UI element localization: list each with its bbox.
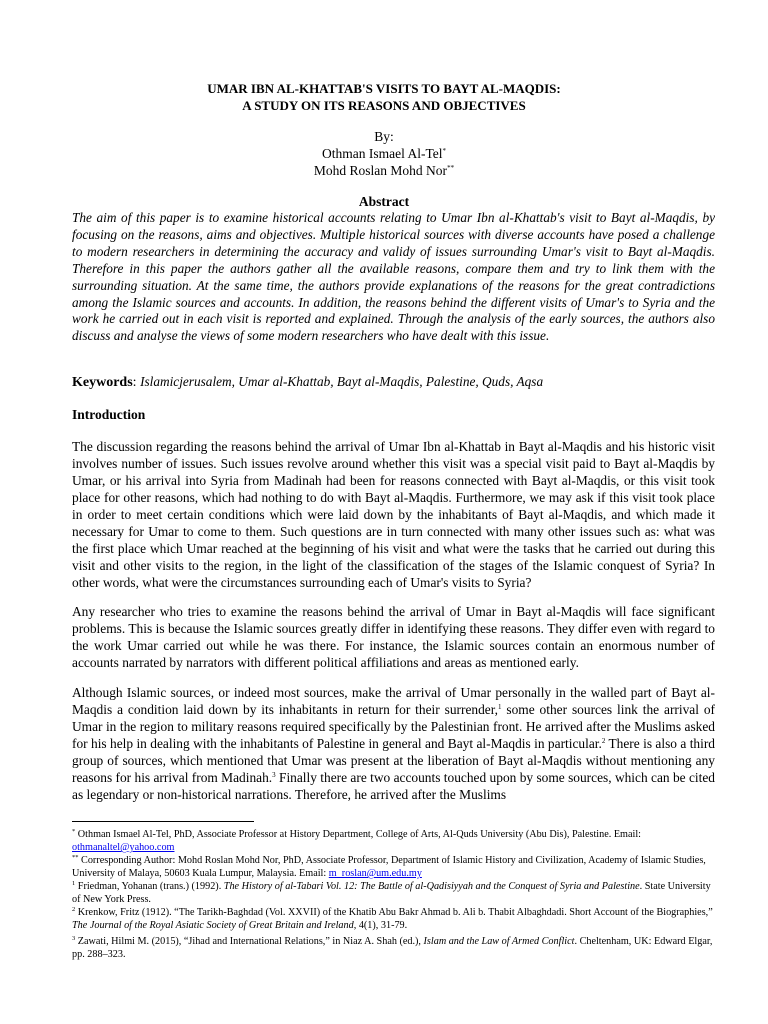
footnote-ref-2[interactable]: 2 bbox=[601, 737, 606, 745]
author-2-name: Mohd Roslan Mohd Nor bbox=[313, 163, 448, 178]
footnote-text-end: . State University of New York Press. bbox=[72, 881, 711, 905]
paper-title bbox=[72, 80, 696, 114]
footnote-author-1 bbox=[72, 828, 715, 854]
footnote-title: Islam and the Law of Armed Conflict bbox=[423, 936, 575, 947]
email-link-author-1[interactable]: othmanaltel@yahoo.com bbox=[72, 842, 175, 853]
body-paragraph-3 bbox=[72, 684, 715, 803]
footnote-text: Corresponding Author: Mohd Roslan Mohd Nor, PhD, Associate Professor, Department of Islamic History and Civilization, Academy of Islamic Studies, University of Malaya, 50603 Kuala Lumpur, Malaysia. Email: bbox=[72, 855, 706, 879]
para3-segment-1: Although Islamic sources, or indeed most sources, make the arrival of Umar personally in the walled part of Bayt al-Maqdis a condition laid down by its inhabitants in return for their surrender, bbox=[72, 685, 715, 717]
author-1 bbox=[72, 145, 696, 162]
author-block bbox=[72, 128, 696, 179]
by-label: By: bbox=[374, 129, 394, 144]
keywords-separator: : bbox=[132, 375, 141, 390]
footnote-mark: * bbox=[72, 828, 76, 835]
footnote-text-end: . Cheltenham, UK: Edward Elgar, pp. 288–323. bbox=[72, 936, 713, 960]
body-paragraph-2: Any researcher who tries to examine the reasons behind the arrival of Umar in Bayt al-Maqdis will face significant problems. This is because the Islamic sources greatly differ in identifying these reasons. They differ even with regard to the work Umar carried out while he was there. For instance, the Islamic sources contain an enormous number of accounts narrated by narrators with different political affiliations and areas as mentioned early. bbox=[72, 604, 715, 670]
footnote-mark: 2 bbox=[72, 906, 76, 913]
title-line-2: A STUDY ON ITS REASONS AND OBJECTIVES bbox=[242, 98, 526, 113]
footnote-author-2 bbox=[72, 854, 715, 880]
abstract-text: The aim of this paper is to examine historical accounts relating to Umar Ibn al-Khattab's visit to Bayt al-Maqdis, by focusing on the reasons, aims and objectives. Multiple historical sources with diverse accounts have posed a challenge to modern researchers in determining the accuracy and validy of issues surrounding Umar's visit to Bayt al-Maqdis. Therefore in this paper the authors gather all the available reasons, compare them and try to link them with the surrounding situation. At the same time, the authors provide explanations of the reasons for the great contradictions among the Islamic sources and accounts. In addition, the reasons behind the different visits of Umar's to Syria and the work he carried out in each visit is reported and explained. Through the analysis of the early sources, the authors also discuss and analyse the views of some modern researchers who have dealt with this issue. bbox=[72, 210, 715, 344]
footnote-text: Friedman, Yohanan (trans.) (1992). bbox=[75, 881, 224, 892]
footnote-text: Othman Ismael Al-Tel, PhD, Associate Professor at History Department, College of Arts, Al-Quds University (Abu Dis), Palestine. Email: bbox=[75, 829, 641, 840]
footnote-2 bbox=[72, 906, 715, 932]
footnote-title: The History of al-Tabari Vol. 12: The Battle of al-Qadisiyyah and the Conquest of Syria and Palestine bbox=[223, 881, 640, 892]
footnote-separator bbox=[72, 821, 254, 822]
footnote-1 bbox=[72, 880, 715, 906]
title-line-1: UMAR IBN AL-KHATTAB'S VISITS TO BAYT AL-MAQDIS: bbox=[207, 81, 561, 96]
footnote-3 bbox=[72, 935, 715, 961]
footnote-title: The Journal of the Royal Asiatic Society of Great Britain and Ireland bbox=[72, 920, 354, 931]
author-1-footnote-mark[interactable]: * bbox=[442, 147, 447, 155]
author-2-footnote-mark[interactable]: ** bbox=[447, 164, 455, 172]
para3-segment-2: some other sources link the arrival of Umar in the region to military reasons required specifically by the Palestinian front. He arrived after the Muslims asked for his help in dealing with the inhabitants of Palestine in general and Bayt al-Maqdis in particular. bbox=[72, 702, 715, 751]
author-1-name: Othman Ismael Al-Tel bbox=[321, 146, 443, 161]
footnote-mark: 1 bbox=[72, 880, 76, 887]
footnote-mark: 3 bbox=[72, 935, 76, 942]
footnote-text: Zawati, Hilmi M. (2015), “Jihad and International Relations,” in Niaz A. Shah (ed.), bbox=[75, 936, 424, 947]
para3-segment-4: Finally there are two accounts touched upon by some sources, which can be cited as legendary or non-historical narrations. Therefore, he arrived after the Muslims bbox=[72, 770, 715, 802]
keywords-values: Islamicjerusalem, Umar al-Khattab, Bayt al-Maqdis, Palestine, Quds, Aqsa bbox=[140, 374, 544, 389]
keywords-label: Keywords bbox=[72, 375, 133, 390]
footnote-mark: ** bbox=[72, 854, 79, 861]
abstract-heading: Abstract bbox=[358, 194, 410, 209]
body-paragraph-1: The discussion regarding the reasons behind the arrival of Umar Ibn al-Khattab in Bayt al-Maqdis and his historic visit involves number of issues. Such issues revolve around whether this visit was a special visit paid to Bayt al-Maqdis by Umar, or his arrival into Syria from Madinah had been for reasons connected with Bayt al-Maqdis, or this visit took place for other reasons, which had nothing to do with Bayt al-Maqdis. Furthermore, we may ask if this visit took place in order to meet certain conditions which were laid down by the inhabitants of Bayt al-Maqdis, and which made it necessary for Umar to come to them. Such questions are in turn connected with many other issues such as: what was the first place which Umar reached at the beginning of his visit and what were the tasks that he carried out during this visit and other visits to the region, in the light of the classification of the stages of the Islamic conquest of Syria? In other words, what were the circumstances surrounding each of Umar's visits to Syria? bbox=[72, 439, 715, 590]
footnote-ref-1[interactable]: 1 bbox=[498, 703, 502, 711]
introduction-heading: Introduction bbox=[72, 407, 146, 422]
keywords-line bbox=[72, 373, 715, 391]
para3-segment-3: There is also a third group of sources, which mentioned that Umar was present at the liberation of Bayt al-Maqdis without mentioning any reasons for his arrival from Madinah. bbox=[72, 736, 716, 785]
footnote-text: Krenkow, Fritz (1912). “The Tarikh-Baghdad (Vol. XXVII) of the Khatib Abu Bakr Ahmad b. Ali b. Thabit Albaghdadi. Short Account of the Biographies,” bbox=[75, 907, 713, 918]
email-link-author-2[interactable]: m_roslan@um.edu.my bbox=[328, 868, 422, 879]
footnote-ref-3[interactable]: 3 bbox=[272, 771, 276, 779]
author-2 bbox=[72, 162, 696, 179]
footnote-text-end: , 4(1), 31-79. bbox=[353, 920, 408, 931]
